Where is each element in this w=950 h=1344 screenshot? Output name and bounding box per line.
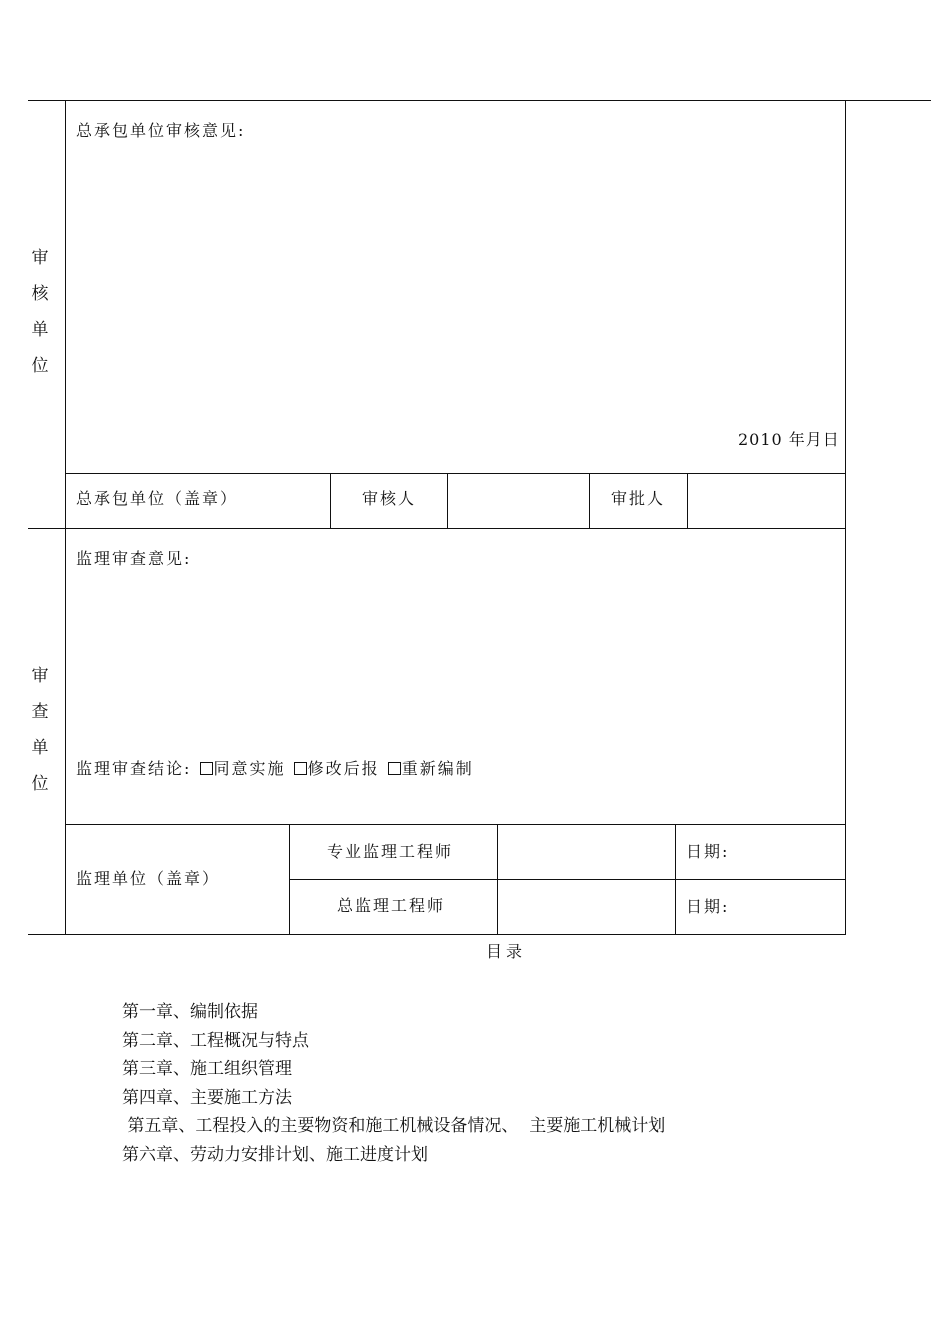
section2-cell-border-1	[289, 824, 290, 934]
approver-label: 审批人	[611, 489, 666, 508]
section2-label-char: 单	[31, 738, 49, 758]
approve-option-label: 同意实施	[213, 759, 286, 778]
section1-signature-top-border	[65, 473, 846, 474]
table-right-border	[845, 100, 846, 934]
general-contractor-opinion-label: 总承包单位审核意见:	[76, 121, 246, 140]
toc-item[interactable]: 第三章、施工组织管理	[122, 1059, 292, 1079]
approver-signature-cell[interactable]	[689, 475, 843, 526]
toc-item[interactable]: 第六章、劳动力安排计划、施工进度计划	[122, 1145, 428, 1165]
section-divider	[28, 528, 846, 529]
supervision-conclusion-row	[76, 759, 474, 779]
section1-cell-border-3	[589, 473, 590, 528]
label-column-border	[65, 100, 66, 934]
approve-checkbox[interactable]	[200, 762, 213, 775]
toc-item[interactable]: 第五章、工程投入的主要物资和施工机械设备情况、 主要施工机械计划	[122, 1116, 666, 1136]
section1-label-char: 单	[31, 320, 49, 340]
section2-vertical-label	[30, 658, 50, 802]
specialist-engineer-label: 专业监理工程师	[327, 842, 454, 861]
toc-item[interactable]: 第二章、工程概况与特点	[122, 1031, 309, 1051]
section1-cell-border-2	[447, 473, 448, 528]
toc-item[interactable]: 第一章、编制依据	[122, 1002, 258, 1022]
supervision-seal-label: 监理单位（盖章）	[76, 869, 221, 888]
toc-title: 目录	[486, 942, 527, 961]
section2-label-char: 审	[31, 666, 49, 686]
chief-engineer-label: 总监理工程师	[337, 896, 446, 915]
table-bottom-border	[28, 934, 846, 935]
revise-option-label: 修改后报	[307, 759, 380, 778]
section2-signature-top-border	[65, 824, 846, 825]
revise-checkbox[interactable]	[294, 762, 307, 775]
supervision-conclusion-label: 监理审查结论:	[76, 759, 192, 778]
review-date: 2010 年月日	[738, 430, 840, 449]
toc-item[interactable]: 第四章、主要施工方法	[122, 1088, 292, 1108]
table-top-border	[28, 100, 931, 101]
recompile-option-label: 重新编制	[401, 759, 474, 778]
chief-date-label: 日期:	[686, 897, 730, 916]
section2-cell-border-2	[497, 824, 498, 934]
section2-label-char: 查	[31, 702, 49, 722]
section2-cell-border-3	[675, 824, 676, 934]
supervision-opinion-label: 监理审查意见:	[76, 549, 192, 568]
section1-label-char: 位	[31, 356, 49, 376]
section2-label-char: 位	[31, 774, 49, 794]
specialist-signature-cell[interactable]	[499, 826, 673, 877]
section2-signature-middle-border	[289, 879, 846, 880]
specialist-date-label: 日期:	[686, 842, 730, 861]
section1-cell-border-1	[330, 473, 331, 528]
recompile-checkbox[interactable]	[388, 762, 401, 775]
section1-vertical-label	[30, 240, 50, 384]
section1-label-char: 审	[31, 248, 49, 268]
general-contractor-seal-label: 总承包单位（盖章）	[76, 489, 239, 508]
reviewer-label: 审核人	[362, 489, 417, 508]
reviewer-signature-cell[interactable]	[449, 475, 587, 526]
section1-cell-border-4	[687, 473, 688, 528]
chief-signature-cell[interactable]	[499, 881, 673, 932]
section1-label-char: 核	[31, 284, 49, 304]
